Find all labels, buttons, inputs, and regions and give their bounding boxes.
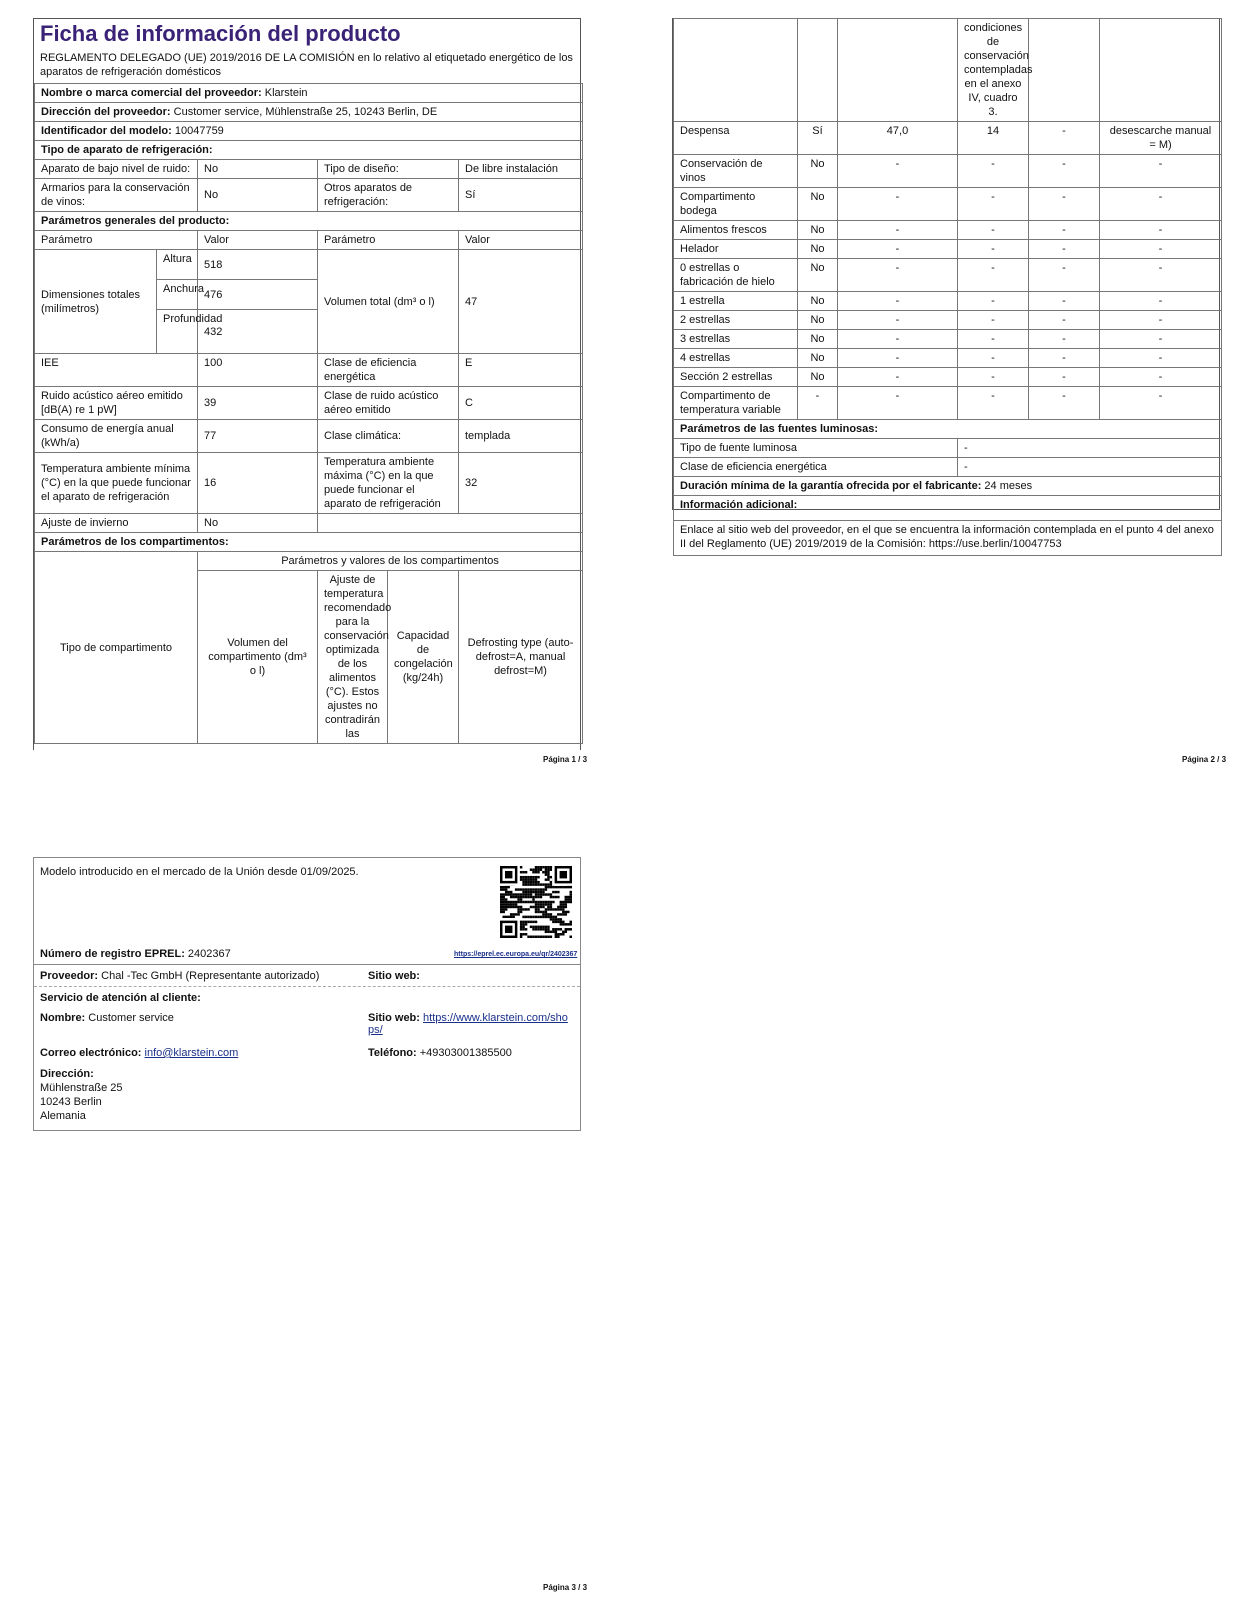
compartment-present: No	[798, 292, 838, 311]
compartment-defrost: -	[1100, 240, 1222, 259]
climate-value: templada	[459, 420, 583, 453]
noise-class-label: Clase de ruido acústico aéreo emitido	[318, 387, 459, 420]
compartment-row	[674, 188, 1222, 221]
compartment-row	[674, 330, 1222, 349]
compartment-defrost: -	[1100, 349, 1222, 368]
regulation-subtitle: REGLAMENTO DELEGADO (UE) 2019/2016 DE LA COMISIÓN en lo relativo al etiquetado energético de los aparatos de refrigeración domésticos	[40, 52, 573, 78]
compartment-present: No	[798, 188, 838, 221]
compartment-present: No	[798, 330, 838, 349]
compartment-present: No	[798, 349, 838, 368]
iee-value: 100	[198, 354, 318, 387]
tmax-label: Temperatura ambiente máxima (°C) en la que puede funcionar el aparato de refrigeración	[318, 453, 459, 514]
compartment-present: No	[798, 311, 838, 330]
compartment-temp: -	[958, 292, 1029, 311]
qr-code-icon	[500, 866, 572, 938]
compartment-vol: -	[838, 311, 958, 330]
eprel-label: Número de registro EPREL:	[40, 948, 185, 960]
light-type-value: -	[958, 439, 1222, 458]
name-label: Nombre:	[40, 1012, 86, 1024]
compartment-vol: -	[838, 240, 958, 259]
low-noise-value: No	[198, 160, 318, 179]
other-label: Otros aparatos de refrigeración:	[318, 179, 459, 212]
energy-label: Consumo de energía anual (kWh/a)	[35, 420, 198, 453]
climate-label: Clase climática:	[318, 420, 459, 453]
website-link[interactable]: https://www.klarstein.com/shops/	[368, 1012, 568, 1036]
compartment-header-table	[34, 551, 583, 744]
additional-header: Información adicional:	[674, 496, 1222, 521]
compartment-name: Sección 2 estrellas	[674, 368, 798, 387]
compartment-name: Helador	[674, 240, 798, 259]
light-type-label: Tipo de fuente luminosa	[674, 439, 958, 458]
compartment-defrost: -	[1100, 155, 1222, 188]
light-source-table	[673, 419, 1222, 556]
temp-header-continued: condiciones de conservación contempladas en el anexo IV, cuadro 3.	[958, 19, 1029, 122]
compartment-temp: -	[958, 349, 1029, 368]
compartment-freeze: -	[1029, 387, 1100, 420]
supplier-value: Klarstein	[264, 87, 308, 99]
volume-label: Volumen total (dm³ o l)	[318, 250, 459, 354]
compartment-temp: -	[958, 387, 1029, 420]
comp-freeze-header: Capacidad de congelación (kg/24h)	[388, 571, 459, 744]
design-label: Tipo de diseño:	[318, 160, 459, 179]
address-line-3: Alemania	[40, 1110, 86, 1122]
compartment-temp: -	[958, 155, 1029, 188]
compartment-present: No	[798, 259, 838, 292]
address-line-2: 10243 Berlin	[40, 1096, 102, 1108]
compartments-table	[673, 18, 1222, 420]
height-label: Altura	[157, 250, 198, 280]
model-value: 10047759	[174, 125, 224, 137]
compartment-freeze: -	[1029, 221, 1100, 240]
compartment-row	[674, 368, 1222, 387]
compartment-present: No	[798, 240, 838, 259]
other-value: Sí	[459, 179, 583, 212]
compartment-freeze: -	[1029, 240, 1100, 259]
address-label: Dirección:	[40, 1068, 94, 1080]
value-header: Valor	[198, 231, 318, 250]
compartment-row	[674, 349, 1222, 368]
compartment-row	[674, 259, 1222, 292]
model-label: Identificador del modelo:	[41, 125, 172, 137]
light-class-value: -	[958, 458, 1222, 477]
noise-class-value: C	[459, 387, 583, 420]
compartment-vol: -	[838, 155, 958, 188]
compartment-vol: -	[838, 259, 958, 292]
page-number-1: Página 1 / 3	[543, 755, 588, 764]
dims-label: Dimensiones totales (milímetros)	[35, 250, 157, 354]
compartment-present: No	[798, 368, 838, 387]
compartment-freeze: -	[1029, 259, 1100, 292]
value-header-2: Valor	[459, 231, 583, 250]
compartment-present: -	[798, 387, 838, 420]
compartment-name: 1 estrella	[674, 292, 798, 311]
compartment-row	[674, 155, 1222, 188]
compartment-present: Sí	[798, 122, 838, 155]
address-value: Customer service, Mühlenstraße 25, 10243 Berlin, DE	[173, 106, 438, 118]
compartment-temp: -	[958, 188, 1029, 221]
noise-label: Ruido acústico aéreo emitido [dB(A) re 1 pW]	[35, 387, 198, 420]
compartment-name: Despensa	[674, 122, 798, 155]
eff-value: E	[459, 354, 583, 387]
energy-value: 77	[198, 420, 318, 453]
compartment-name: 3 estrellas	[674, 330, 798, 349]
compartment-freeze: -	[1029, 122, 1100, 155]
compartment-row	[674, 122, 1222, 155]
tmin-value: 16	[198, 453, 318, 514]
compartment-defrost: -	[1100, 292, 1222, 311]
comp-temp-header: Ajuste de temperatura recomendado para la conservación optimizada de los alimentos (°C). Estos ajustes no contradirán las	[318, 571, 388, 744]
phone-label: Teléfono:	[368, 1047, 417, 1059]
qr-url-link[interactable]: https://eprel.ec.europa.eu/qr/2402367	[454, 951, 578, 958]
compartment-name: Alimentos frescos	[674, 221, 798, 240]
compartment-freeze: -	[1029, 330, 1100, 349]
eff-label: Clase de eficiencia energética	[318, 354, 459, 387]
compartment-name: Compartimento bodega	[674, 188, 798, 221]
address-label: Dirección del proveedor:	[41, 106, 171, 118]
compartment-temp: -	[958, 311, 1029, 330]
winter-value: No	[198, 514, 318, 533]
compartment-freeze: -	[1029, 349, 1100, 368]
comp-header: Parámetros de los compartimentos:	[35, 533, 583, 552]
compartment-present: No	[798, 221, 838, 240]
warranty-value: 24 meses	[984, 480, 1033, 492]
comp-volume-header: Volumen del compartimento (dm³ o l)	[198, 571, 318, 744]
param-header: Parámetro	[35, 231, 198, 250]
page-number-3: Página 3 / 3	[543, 1583, 588, 1592]
compartment-temp: 14	[958, 122, 1029, 155]
height-value: 518	[198, 250, 318, 280]
tmax-value: 32	[459, 453, 583, 514]
comp-group-header: Parámetros y valores de los compartimentos	[198, 552, 583, 571]
compartment-vol: 47,0	[838, 122, 958, 155]
compartment-defrost: -	[1100, 221, 1222, 240]
compartment-temp: -	[958, 368, 1029, 387]
compartment-vol: -	[838, 368, 958, 387]
comp-type-header: Tipo de compartimento	[35, 552, 198, 744]
page-title: Ficha de información del producto	[40, 21, 401, 46]
type-header: Tipo de aparato de refrigeración:	[35, 141, 583, 160]
email-label: Correo electrónico:	[40, 1047, 142, 1059]
compartment-temp: -	[958, 259, 1029, 292]
provider-label: Proveedor:	[40, 970, 99, 982]
compartment-freeze: -	[1029, 292, 1100, 311]
param-header-2: Parámetro	[318, 231, 459, 250]
compartment-vol: -	[838, 188, 958, 221]
page-2	[672, 18, 1220, 550]
compartment-temp: -	[958, 330, 1029, 349]
compartment-vol: -	[838, 221, 958, 240]
compartment-defrost: -	[1100, 330, 1222, 349]
compartment-vol: -	[838, 349, 958, 368]
name-value: Customer service	[88, 1012, 174, 1024]
compartment-row	[674, 311, 1222, 330]
compartment-row	[674, 387, 1222, 420]
email-link[interactable]: info@klarstein.com	[144, 1047, 239, 1059]
compartment-defrost: -	[1100, 368, 1222, 387]
compartment-vol: -	[838, 330, 958, 349]
tmin-label: Temperatura ambiente mínima (°C) en la que puede funcionar el aparato de refrigeración	[35, 453, 198, 514]
light-class-label: Clase de eficiencia energética	[674, 458, 958, 477]
comp-defrost-header: Defrosting type (auto-defrost=A, manual defrost=M)	[459, 571, 583, 744]
depth-label: Profundidad	[157, 310, 198, 354]
compartment-vol: -	[838, 292, 958, 311]
general-header: Parámetros generales del producto:	[35, 212, 583, 231]
volume-value: 47	[459, 250, 583, 354]
depth-value: 432	[198, 310, 318, 354]
compartment-name: 0 estrellas o fabricación de hielo	[674, 259, 798, 292]
phone-value: +49303001385500	[419, 1047, 512, 1059]
noise-value: 39	[198, 387, 318, 420]
service-header: Servicio de atención al cliente:	[40, 992, 201, 1004]
compartment-row	[674, 240, 1222, 259]
compartment-row	[674, 292, 1222, 311]
intro-text: Modelo introducido en el mercado de la Unión desde 01/09/2025.	[40, 866, 359, 878]
page-3-eprel-box	[33, 857, 581, 1131]
address-line-1: Mühlenstraße 25	[40, 1082, 123, 1094]
provider-value: Chal -Tec GmbH (Representante autorizado)	[101, 970, 320, 982]
low-noise-label: Aparato de bajo nivel de ruido:	[35, 160, 198, 179]
compartment-temp: -	[958, 221, 1029, 240]
design-value: De libre instalación	[459, 160, 583, 179]
web-label: Sitio web:	[368, 970, 420, 982]
compartment-defrost: -	[1100, 188, 1222, 221]
compartment-temp: -	[958, 240, 1029, 259]
width-label: Anchura	[157, 280, 198, 310]
compartment-present: No	[798, 155, 838, 188]
compartment-name: Conservación de vinos	[674, 155, 798, 188]
compartment-freeze: -	[1029, 155, 1100, 188]
compartment-freeze: -	[1029, 368, 1100, 387]
winter-label: Ajuste de invierno	[35, 514, 198, 533]
width-value: 476	[198, 280, 318, 310]
compartment-defrost: -	[1100, 387, 1222, 420]
warranty-label: Duración mínima de la garantía ofrecida por el fabricante:	[680, 480, 982, 492]
compartment-defrost: desescarche manual = M)	[1100, 122, 1222, 155]
compartment-row	[674, 221, 1222, 240]
supplier-label: Nombre o marca comercial del proveedor:	[41, 87, 262, 99]
compartment-name: 4 estrellas	[674, 349, 798, 368]
light-header: Parámetros de las fuentes luminosas:	[674, 420, 1222, 439]
page-number-2: Página 2 / 3	[1182, 755, 1227, 764]
wine-label: Armarios para la conservación de vinos:	[35, 179, 198, 212]
additional-text: Enlace al sitio web del proveedor, en el que se encuentra la información contemplada en el punto 4 del anexo II del Reglamento (UE) 2019/2019 de la Comisión: https://use.berlin/10047753	[674, 521, 1222, 556]
web2-label: Sitio web:	[368, 1012, 420, 1024]
compartment-defrost: -	[1100, 259, 1222, 292]
product-info-table	[34, 83, 583, 552]
iee-label: IEE	[35, 354, 198, 387]
compartment-defrost: -	[1100, 311, 1222, 330]
compartment-name: Compartimento de temperatura variable	[674, 387, 798, 420]
wine-value: No	[198, 179, 318, 212]
compartment-freeze: -	[1029, 311, 1100, 330]
compartment-freeze: -	[1029, 188, 1100, 221]
page-1	[33, 18, 581, 750]
eprel-value: 2402367	[187, 948, 231, 960]
compartment-vol: -	[838, 387, 958, 420]
compartment-name: 2 estrellas	[674, 311, 798, 330]
